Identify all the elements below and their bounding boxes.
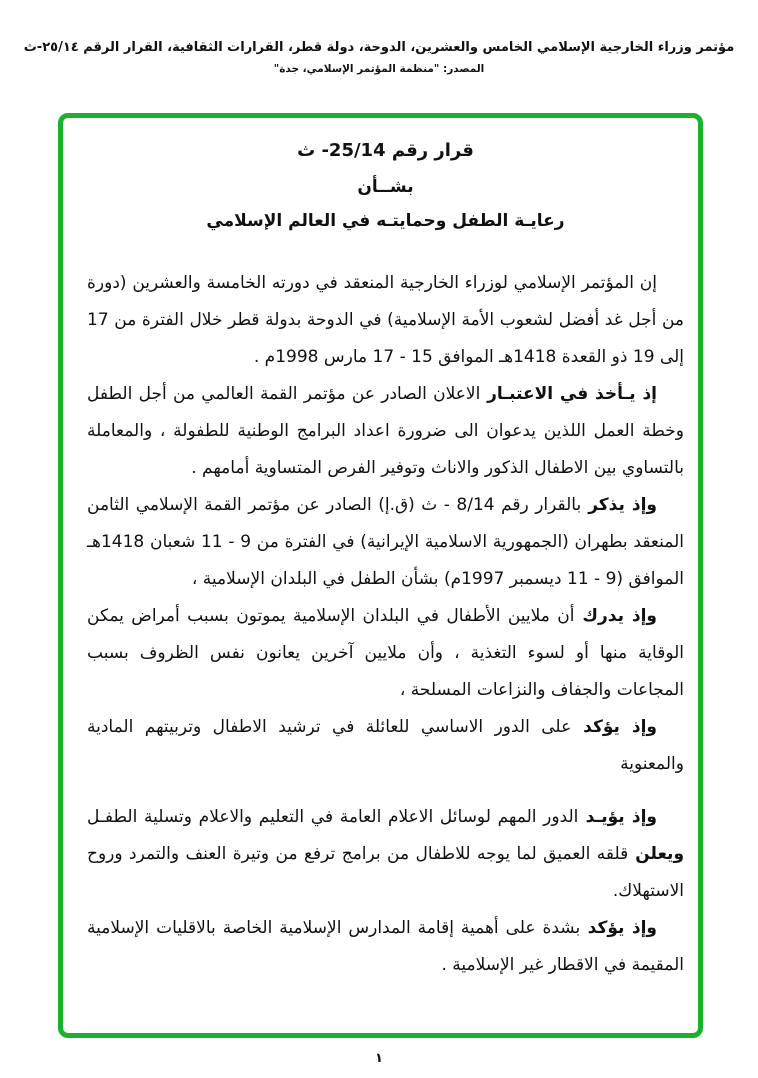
resolution-paragraph <box>87 376 684 487</box>
document-header <box>0 40 758 75</box>
resolution-paragraph <box>87 799 684 910</box>
resolution-paragraph <box>87 709 684 783</box>
resolution-subject-label: بشــأن <box>357 177 414 197</box>
resolution-subject-title: رعايـة الطفل وحمايتـه في العالم الإسلامي <box>206 211 565 231</box>
paragraph-lead-phrase: وإذ يؤكد <box>571 717 657 737</box>
header-source-line: المصدر: "منظمة المؤتمر الإسلامي، جدة" <box>273 63 485 75</box>
resolution-body <box>87 265 684 984</box>
paragraph-text: إن المؤتمر الإسلامي لوزراء الخارجية المنعقد في دورته الخامسة والعشرين (دورة من أجل غد أفضل لشعوب الأمة الإسلامية) في الدوحة بدولة قطر خلال الفترة من 17 إلى 19 ذو القعدة 1418هـ الموافق 15 - 17 مارس 1998م . <box>87 273 684 367</box>
paragraph-text: على الدور الاساسي للعائلة في ترشيد الاطفال وتربيتهم المادية والمعنوية <box>87 717 684 774</box>
resolution-border-box <box>58 113 703 1038</box>
resolution-number-title: قرار رقم 25/14- ث <box>297 140 474 161</box>
paragraph-text: بالقرار رقم 8/14 - ث (ق.إ) الصادر عن مؤتمر القمة الإسلامي الثامن المنعقد بطهران (الجمهورية الاسلامية الإيرانية) في الفترة من 9 - 11 شعبان 1418هـ الموافق (9 - 11 ديسمبر 1997م) بشأن الطفل في البلدان الإسلامية ، <box>87 495 684 589</box>
paragraph-text: الاعلان الصادر عن مؤتمر القمة العالمي من أجل الطفل وخطة العمل اللذين يدعوان الى ضرورة اعداد البرامج الوطنية للطفولة ، والمعاملة بالتساوي بين الاطفال الذكور والاناث وتوفير الفرص المتساوية أمامهم . <box>87 384 684 478</box>
resolution-paragraph <box>87 910 684 984</box>
paragraph-text: الدور المهم لوسائل الاعلام العامة في التعليم والاعلام وتسلية الطفـل <box>87 807 579 827</box>
paragraph-lead-phrase: وإذ يذكر <box>581 495 658 515</box>
paragraph-lead-phrase: ويعلن <box>628 844 685 864</box>
paragraph-text: قلقه العميق لما يوجه للاطفال من برامج ترفع من وتيرة العنف والتمرد وروح الاستهلاك. <box>87 844 684 901</box>
resolution-paragraph <box>87 598 684 709</box>
paragraph-text: أن ملايين الأطفال في البلدان الإسلامية يموتون بسبب أمراض يمكن الوقاية منها أو لسوء التغذية ، وأن ملايين آخرين يعانون نفس الظروف بسبب المجاعات والجفاف والنزاعات المسلحة ، <box>87 606 684 700</box>
paragraph-lead-phrase: وإذ يدرك <box>574 606 657 626</box>
resolution-paragraph <box>87 487 684 598</box>
page-number: ١ <box>375 1051 383 1066</box>
resolution-paragraph <box>87 265 684 376</box>
header-conference-line: مؤتمر وزراء الخارجية الإسلامي الخامس والعشرين، الدوحة، دولة قطر، القرارات الثقافية، القرار الرقم ٢٥/١٤-ث <box>23 40 735 55</box>
paragraph-lead-phrase: وإذ يؤيـد <box>578 807 657 827</box>
paragraph-lead-phrase: إذ يـأخذ في الاعتبـار <box>480 384 657 404</box>
paragraph-text: بشدة على أهمية إقامة المدارس الإسلامية الخاصة بالاقليات الإسلامية المقيمة في الاقطار غير الإسلامية . <box>87 918 684 975</box>
paragraph-lead-phrase: وإذ يؤكد <box>580 918 657 938</box>
